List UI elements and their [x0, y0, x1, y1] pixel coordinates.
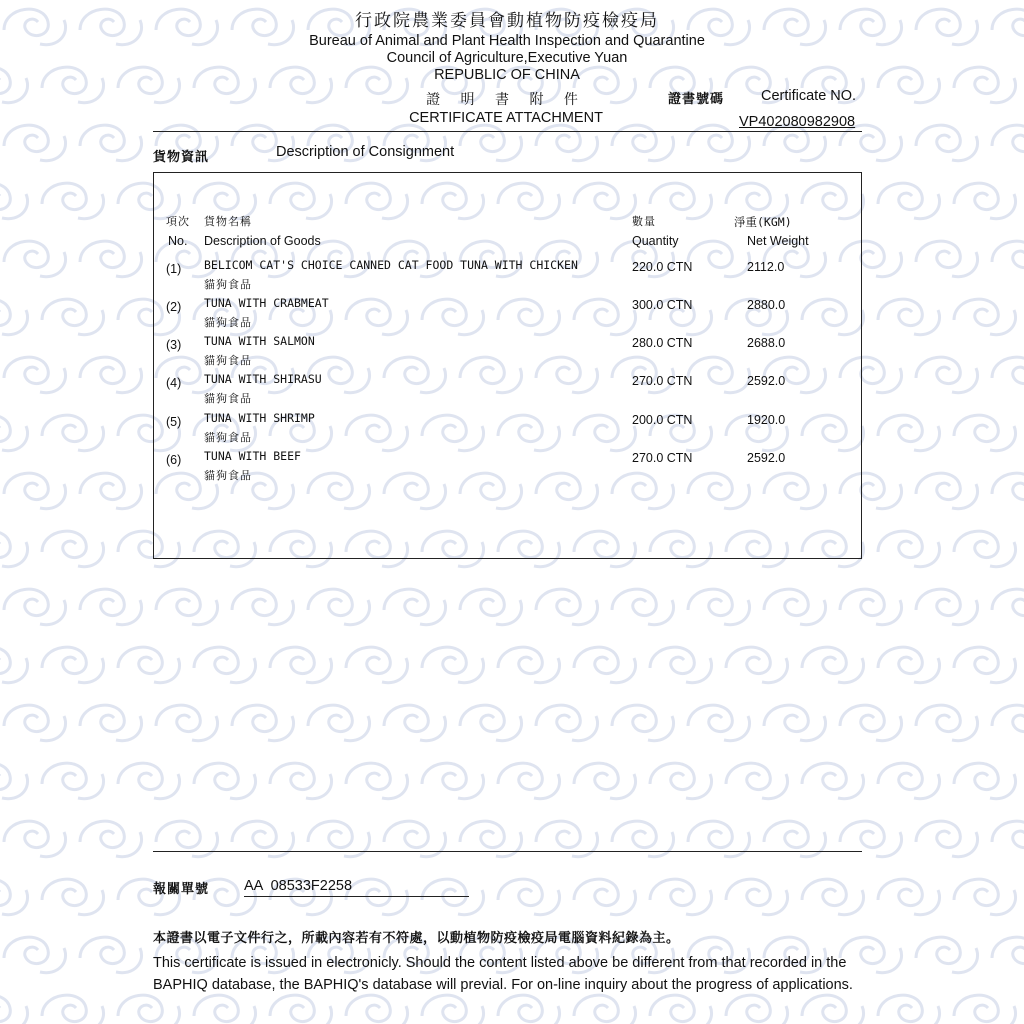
header-divider [153, 131, 862, 132]
certificate-number-label-zh: 證書號碼 [668, 92, 725, 107]
item-description: TUNA WITH CRABMEAT [204, 296, 329, 310]
item-quantity: 280.0 CTN [632, 336, 693, 350]
item-number: (5) [166, 415, 182, 429]
item-description: TUNA WITH SHIRASU [204, 372, 322, 386]
column-header-weight-zh: 淨重(KGM) [734, 215, 792, 229]
item-category: 貓狗食品 [204, 469, 252, 482]
table-row [154, 370, 861, 404]
item-category: 貓狗食品 [204, 354, 252, 367]
footer-divider [153, 851, 862, 852]
item-category: 貓狗食品 [204, 431, 252, 444]
item-description: TUNA WITH SALMON [204, 334, 315, 348]
notice-zh: 本證書以電子文件行之，所載內容若有不符處，以動植物防疫檢疫局電腦資料紀錄為主。 [153, 931, 680, 946]
item-net-weight: 2112.0 [747, 260, 785, 274]
item-number: (2) [166, 300, 182, 314]
column-header-no-en: No. [168, 234, 188, 248]
table-row [154, 332, 861, 366]
item-net-weight: 2688.0 [747, 336, 786, 350]
council-name: Council of Agriculture,Executive Yuan [386, 50, 628, 66]
item-description: TUNA WITH SHRIMP [204, 411, 315, 425]
agency-name-zh: 行政院農業委員會動植物防疫檢疫局 [355, 11, 659, 31]
table-row [154, 256, 861, 290]
item-category: 貓狗食品 [204, 316, 252, 329]
item-quantity: 270.0 CTN [632, 451, 693, 465]
table-row [154, 294, 861, 328]
document-title-en: CERTIFICATE ATTACHMENT [409, 110, 603, 126]
certificate-number-label-en: Certificate NO. [761, 88, 857, 104]
consignment-label-zh: 貨物資訊 [153, 150, 210, 165]
item-net-weight: 2592.0 [747, 451, 786, 465]
column-header-goods-en: Description of Goods [204, 234, 321, 248]
item-number: (4) [166, 376, 182, 390]
item-quantity: 220.0 CTN [632, 260, 693, 274]
item-number: (1) [166, 262, 182, 276]
column-header-quantity-en: Quantity [632, 234, 679, 248]
item-net-weight: 1920.0 [747, 413, 786, 427]
item-net-weight: 2592.0 [747, 374, 786, 388]
column-header-weight-en: Net Weight [747, 234, 809, 248]
declaration-number: AA 08533F2258 [244, 878, 469, 897]
certificate-number: VP402080982908 [739, 114, 856, 130]
document-title-zh: 證 明 書 附 件 [426, 92, 586, 108]
consignment-label-en: Description of Consignment [276, 144, 455, 160]
item-category: 貓狗食品 [204, 278, 252, 291]
item-description: TUNA WITH BEEF [204, 449, 301, 463]
consignment-table [153, 172, 862, 559]
notice-en: This certificate is issued in electronicly. Should the content listed above be different from that recorded in the BAPHIQ database, the BAPHIQ's database will previal. For on-line inquiry about the progress of applications. [153, 955, 853, 993]
column-header-quantity-zh: 數量 [632, 215, 656, 228]
item-description: BELICOM CAT'S CHOICE CANNED CAT FOOD TUNA WITH CHICKEN [204, 258, 578, 272]
item-number: (6) [166, 453, 182, 467]
column-header-no-zh: 項次 [166, 215, 190, 228]
country-name: REPUBLIC OF CHINA [434, 67, 580, 83]
item-net-weight: 2880.0 [747, 298, 786, 312]
item-quantity: 200.0 CTN [632, 413, 693, 427]
column-header-goods-zh: 貨物名稱 [204, 215, 252, 228]
table-row [154, 409, 861, 443]
item-quantity: 270.0 CTN [632, 374, 693, 388]
table-row [154, 447, 861, 481]
declaration-number-label-zh: 報關單號 [153, 882, 210, 897]
agency-name-en: Bureau of Animal and Plant Health Inspection and Quarantine [309, 33, 705, 49]
item-category: 貓狗食品 [204, 392, 252, 405]
item-quantity: 300.0 CTN [632, 298, 693, 312]
item-number: (3) [166, 338, 182, 352]
